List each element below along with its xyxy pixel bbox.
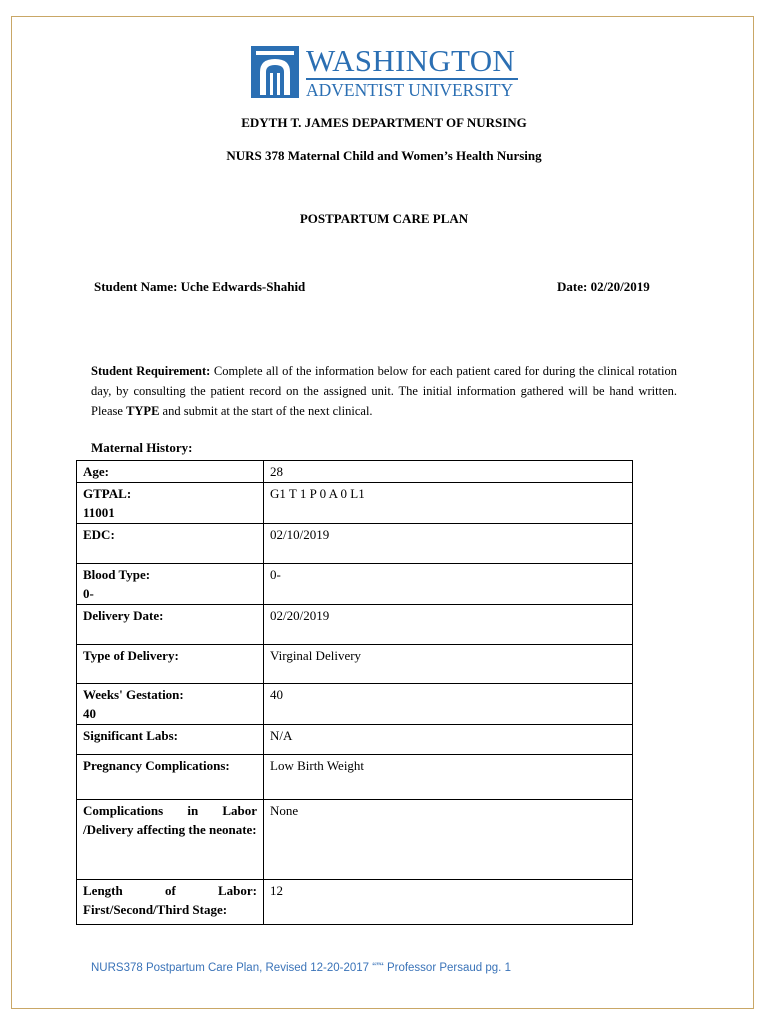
row-label: Delivery Date: [77, 604, 264, 644]
course-heading: NURS 378 Maternal Child and Women’s Health Nursing [226, 148, 542, 163]
date: Date: 02/20/2019 [557, 279, 650, 294]
row-label: EDC: [77, 523, 264, 563]
row-value: Virginal Delivery [264, 644, 633, 683]
row-label: Blood Type: 0- [77, 563, 264, 604]
row-value: Low Birth Weight [264, 754, 633, 799]
student-name: Student Name: Uche Edwards-Shahid [94, 279, 306, 294]
document-title: POSTPARTUM CARE PLAN [299, 211, 469, 226]
row-label: Weeks' Gestation: 40 [77, 683, 264, 724]
row-label: Pregnancy Complications: [77, 754, 264, 799]
page-footer [91, 962, 511, 974]
requirement-text-1: Complete all of the information below for each patient cared for during the clinical rotation day, by consulting the patient record on the assigned unit. The initial information gathered will be hand written. Please [91, 364, 678, 418]
row-label: Length of Labor: First/Second/Third Stage: [77, 879, 264, 924]
row-value: 40 [264, 683, 633, 724]
row-label: Significant Labs: [77, 724, 264, 754]
table-row [77, 644, 633, 683]
row-value: N/A [264, 724, 633, 754]
row-value: 28 [264, 461, 633, 483]
table-row [77, 604, 633, 644]
row-value: 02/10/2019 [264, 523, 633, 563]
requirement-label: Student Requirement: [91, 364, 211, 378]
page-number: pg. 1 [485, 962, 511, 974]
maternal-history-title: Maternal History: [91, 440, 193, 455]
logo-name: WASHINGTON [306, 43, 516, 78]
row-label: GTPAL: 11001 [77, 482, 264, 523]
table-row [77, 799, 633, 879]
table-row [77, 523, 633, 563]
student-requirement [91, 361, 677, 421]
row-label-extra: 11001 [83, 505, 115, 520]
table-row [77, 683, 633, 724]
row-label: Type of Delivery: [77, 644, 264, 683]
row-label: Age: [77, 461, 264, 483]
row-label-extra: 0- [83, 586, 94, 601]
table-row [77, 461, 633, 483]
row-value: 0- [264, 563, 633, 604]
table-row [77, 754, 633, 799]
arch-gate-icon [250, 45, 300, 99]
row-value: 12 [264, 879, 633, 924]
row-label-extra: 40 [83, 706, 96, 721]
table-row [77, 879, 633, 924]
department-heading: EDYTH T. JAMES DEPARTMENT OF NURSING [241, 115, 527, 130]
university-logo [250, 45, 520, 101]
row-label: Complications in Labor /Delivery affecting the neonate: [77, 799, 264, 879]
requirement-emphasis: TYPE [126, 404, 160, 418]
row-value: G1 T 1 P 0 A 0 L1 [264, 482, 633, 523]
table-row [77, 563, 633, 604]
row-value: 02/20/2019 [264, 604, 633, 644]
maternal-history-table [76, 460, 633, 925]
logo-subtitle: ADVENTIST UNIVERSITY [306, 80, 514, 100]
table-row [77, 724, 633, 754]
requirement-text-2: and submit at the start of the next clinical. [159, 404, 373, 418]
row-value: None [264, 799, 633, 879]
table-row [77, 482, 633, 523]
footer-text: NURS378 Postpartum Care Plan, Revised 12-20-2017 “”“ Professor Persaud [91, 962, 483, 974]
